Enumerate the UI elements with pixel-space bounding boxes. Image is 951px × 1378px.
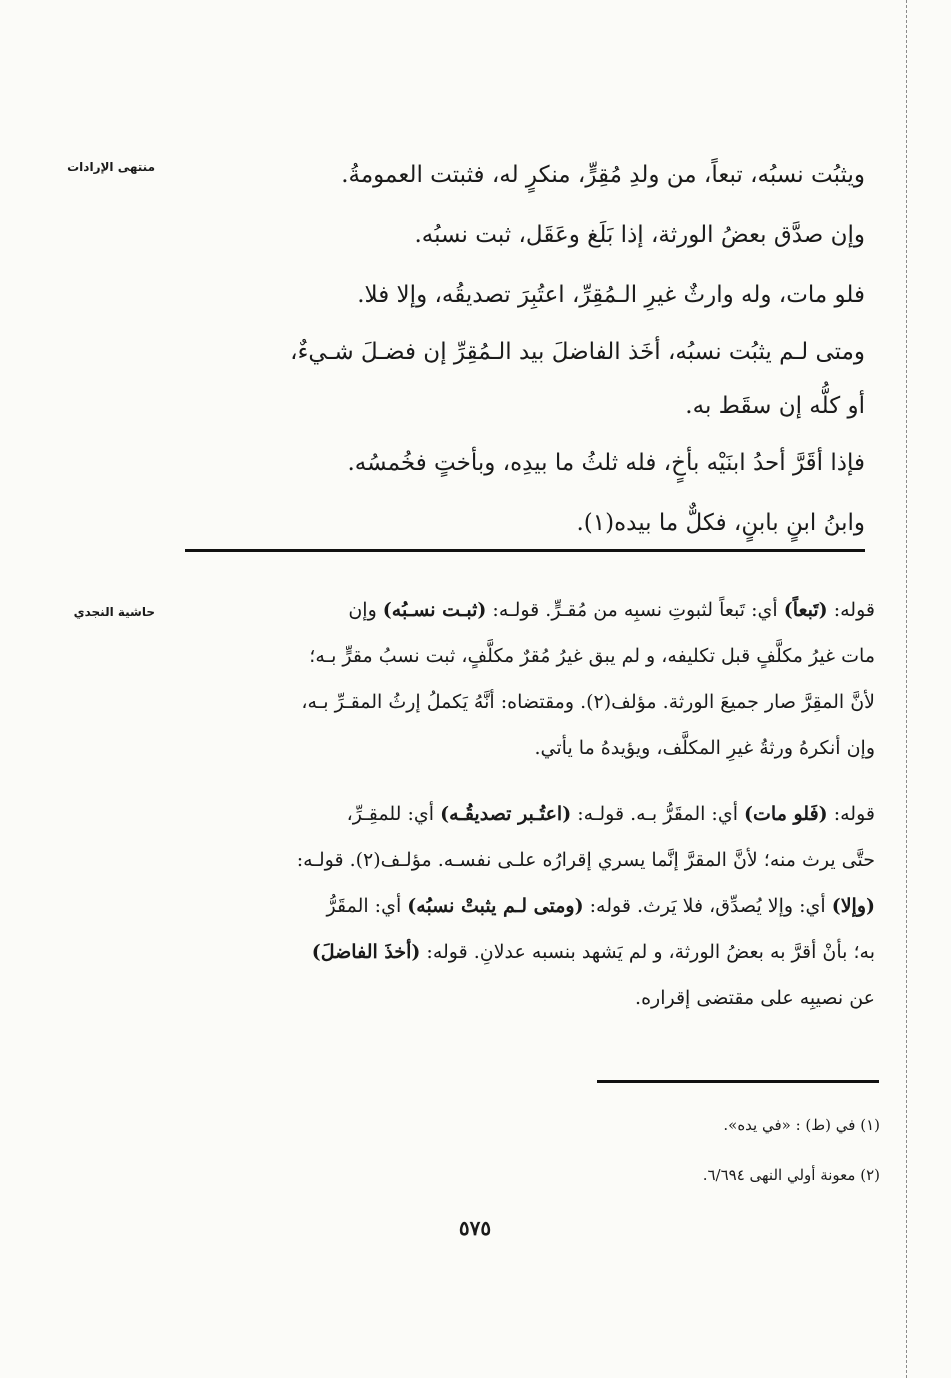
- page-number: ٥٧٥: [458, 1216, 492, 1240]
- margin-label-middle: حاشية النجدي: [73, 605, 155, 619]
- commentary-line: عن نصيبِه على مقتضى إقراره.: [635, 987, 875, 1009]
- section-divider: [185, 549, 865, 552]
- commentary-text: [170, 587, 875, 1021]
- matn-line: ومتى لـم يثبُت نسبُه، أخَذ الفاضلَ بيد الـمُقِرِّ إن فضـلَ شـيءٌ،: [290, 339, 865, 365]
- matn-line: وإن صدَّق بعضُ الورثة، إذا بَلَغ وعَقَل، ثبت نسبُه.: [414, 222, 865, 248]
- commentary-line: حتَّى يرث منه؛ لأنَّ المقرَّ إنَّما يسري إقرارُه علـى نفسـه. مؤلـف(٢). قولـه:: [296, 849, 875, 871]
- margin-label-top: منتهى الإرادات: [67, 160, 155, 174]
- commentary-line: مات غيرُ مكلَّفٍ قبل تكليفه، و لم يبق غيرُ مُقرٌ مكلَّفٍ، ثبت نسبُ مقرٍّ بـه؛: [309, 645, 875, 667]
- footnotes: [500, 1100, 880, 1200]
- commentary-line: قوله: (تَبعاً) أي: تَبعاً لثبوتِ نسبِه من مُقـرٍّ. قولـه: (ثبـت نسـبُه) وإن: [348, 599, 875, 621]
- commentary-line: لأنَّ المقِرَّ صار جميعَ الورثة. مؤلف(٢). ومقتضاه: أنَّهُ يَكملُ إرثُ المقـرِّ بـه،: [301, 691, 875, 713]
- matn-line: فلو مات، وله وارثٌ غيرِ الـمُقِرِّ، اعتُبِرَ تصديقُه، وإلا فلا.: [357, 282, 865, 308]
- matn-line: فإذا أقَرَّ أحدُ ابنَيْه بأخٍ، فله ثلثُ ما بيدِه، وبأختٍ فخُمسُه.: [347, 450, 865, 476]
- footnote: (١) في (ط) : «في يده».: [723, 1116, 880, 1134]
- matn-line: ويثبُت نسبُه، تبعاً، من ولدِ مُقِرٍّ، منكرٍ له، فثبتت العمومةُ.: [341, 162, 865, 188]
- main-text: [165, 145, 865, 553]
- commentary-line: قوله: (فَلو مات) أي: المقَرُّ بـه. قولـه: (اعتُـبر تصديقُـه) أي: للمقِـرِّ،: [346, 803, 875, 825]
- margin-dashed-rule: [906, 0, 907, 1378]
- matn-line: وابنُ ابنٍ بابنٍ، فكلٌّ ما بيده(١).: [576, 510, 865, 536]
- matn-line: أو كلُّه إن سقَط به.: [685, 393, 865, 419]
- commentary-line: به؛ بأنْ أقرَّ به بعضُ الورثة، و لم يَشهد بنسبه عدلانِ. قوله: (أخذَ الفاضلَ): [311, 941, 875, 963]
- footnote: (٢) معونة أولي النهى ٦/٦٩٤.: [702, 1166, 880, 1184]
- footnote-divider: [597, 1080, 879, 1083]
- commentary-line: وإن أنكرهُ ورثةُ غيرِ المكلَّف، ويؤيدهُ ما يأتي.: [534, 737, 875, 759]
- commentary-line: (وإلا) أي: وإلا يُصدِّق، فلا يَرث. قوله: (ومتى لـم يثبتْ نسبُه) أي: المقَرُّ: [326, 895, 875, 917]
